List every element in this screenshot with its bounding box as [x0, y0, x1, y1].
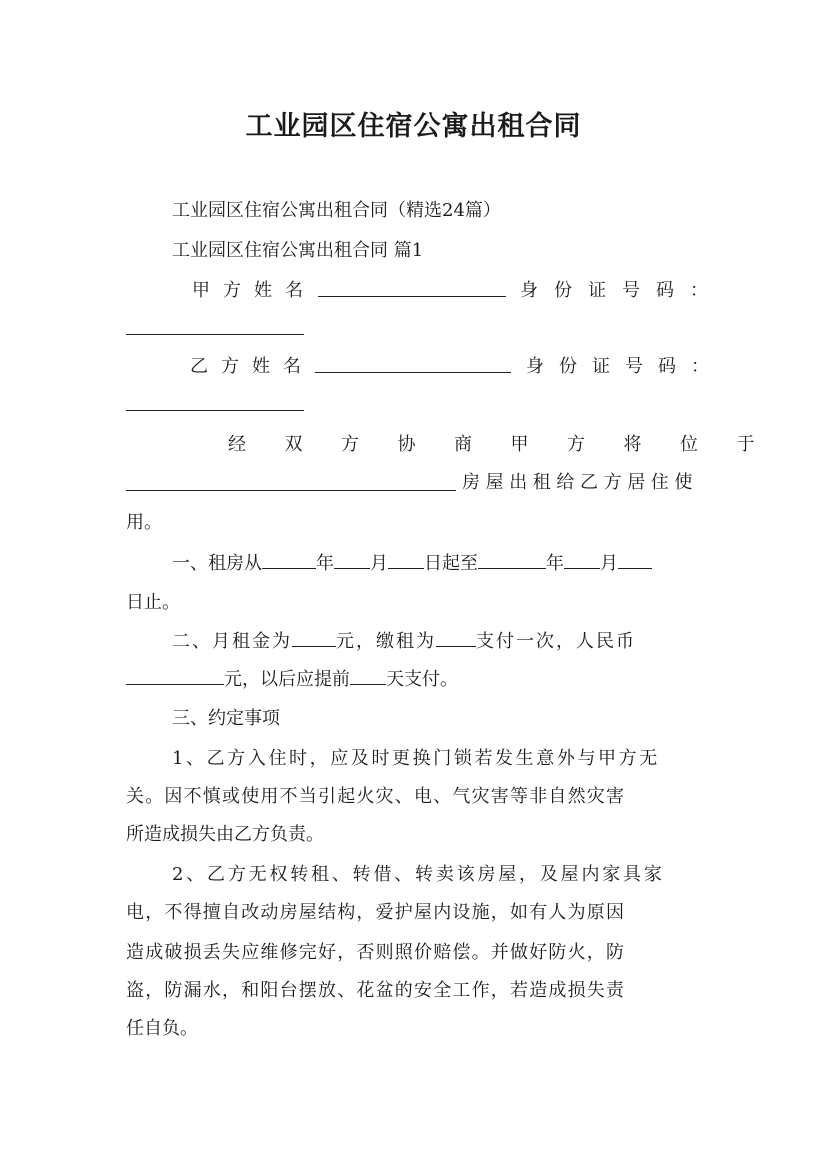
party-a-name-blank [318, 296, 506, 297]
item2-line: 电，不得擅自改动房屋结构，爱护屋内设施，如有人为原因 [126, 902, 626, 923]
document-title: 工业园区住宿公寓出租合同 [245, 111, 582, 142]
clause2-text-c: 支付一次，人民币 [476, 631, 636, 652]
clause3-heading: 三、约定事项 [172, 708, 280, 729]
party-a-label: 甲方姓名 [192, 280, 316, 301]
item1-line: 1、乙方入住时，应及时更换门锁若发生意外与甲方无 [172, 748, 660, 769]
clause1-line [172, 550, 652, 577]
clause1-text-start: 一、租房从 [172, 553, 262, 574]
clause1-year-blank [262, 550, 316, 569]
clause1-year-label: 年 [316, 553, 334, 574]
party-b-label: 乙方姓名 [190, 356, 314, 377]
rmb-amount-blank [126, 666, 224, 685]
clause1-month-label: 月 [370, 553, 388, 574]
clause2-text-e: 天支付。 [386, 669, 458, 690]
clause1-month2-blank [564, 550, 600, 569]
clause1-year2-label: 年 [546, 553, 564, 574]
clause1-day-blank [388, 550, 424, 569]
document-subtitle: 工业园区住宿公寓出租合同（精选24篇） [172, 200, 501, 221]
clause2-text-d: 元，以后应提前 [224, 669, 350, 690]
clause2-text-a: 二、月租金为 [172, 631, 292, 652]
party-b-id-label: 身份证号码： [526, 356, 724, 377]
clause1-month2-label: 月 [600, 553, 618, 574]
rent-amount-blank [292, 628, 336, 647]
location-blank [126, 490, 456, 491]
clause1-end: 日止。 [126, 592, 180, 613]
item2-line: 2、乙方无权转租、转借、转卖该房屋，及屋内家具家 [172, 864, 665, 885]
clause1-day-from-label: 日起至 [424, 553, 478, 574]
party-a-id-label: 身份证号码： [520, 280, 724, 301]
location-paragraph-end: 用。 [126, 512, 162, 533]
section-heading: 工业园区住宿公寓出租合同 篇1 [172, 240, 424, 261]
item1-line: 关。因不慎或使用不当引起火灾、电、气灾害等非自然灾害 [126, 786, 626, 807]
item2-line: 造成破损丢失应维修完好，否则照价赔偿。并做好防火，防 [126, 942, 626, 963]
clause2-line2 [126, 666, 458, 693]
clause2-text-b: 元，缴租为 [336, 631, 436, 652]
payment-period-blank [436, 628, 476, 647]
location-paragraph-mid: 房屋出租给乙方居住使 [462, 472, 698, 493]
item2-line: 盗，防漏水，和阳台摆放、花盆的安全工作，若造成损失责 [126, 980, 626, 1001]
clause1-day2-blank [618, 550, 652, 569]
item1-line: 所造成损失由乙方负责。 [126, 824, 324, 845]
item2-line: 任自负。 [126, 1018, 198, 1039]
clause1-year2-blank [478, 550, 546, 569]
location-paragraph-start: 经双方协商甲方将位于 [228, 434, 793, 455]
advance-days-blank [350, 666, 386, 685]
clause1-month-blank [334, 550, 370, 569]
clause2-line [172, 628, 636, 655]
party-a-id-blank [126, 334, 304, 335]
party-b-id-blank [126, 410, 304, 411]
party-b-name-blank [315, 372, 511, 373]
